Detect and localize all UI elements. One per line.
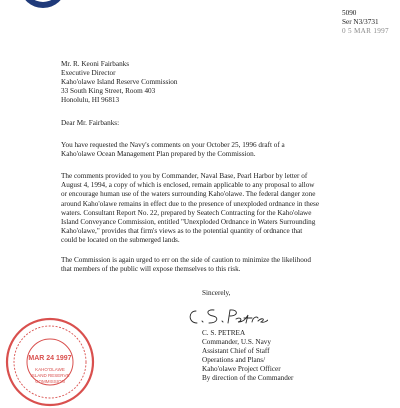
stamp-line3: COMMISSION xyxy=(35,379,65,384)
stamp-line1: KAHO'OLAWE xyxy=(35,367,65,372)
stamp-date: MAR 24 1997 xyxy=(28,355,72,362)
signer-title: Assistant Chief of Staff xyxy=(202,347,270,355)
letter-date: 0 5 MAR 1997 xyxy=(342,27,389,35)
file-code: 5090 xyxy=(342,9,357,17)
signer-authority: By direction of the Commander xyxy=(202,374,294,382)
closing: Sincerely, xyxy=(202,289,231,297)
paragraph-2: The comments provided to you by Commander, Naval Base, Pearl Harbor by letter of August 4, 1994, a copy of which is enclosed, remain applicable to any proposal to allow or encourage human use of the waters surrounding Kaho'olawe. The federal danger zone around Kaho'olawe remains in effect due to the presence of unexploded ordnance in these waters. Consultant Report No. 22, prepared by Seatech Contracting for the Kaho'olawe Island Conveyance Commission, entitled "Unexploded Ordnance in Waters Surrounding Kaho'olawe," provides that firm's views as to the potential quantity of ordnance that could be located on the submerged lands. xyxy=(61,172,320,245)
recipient-name: Mr. R. Keoni Fairbanks xyxy=(61,60,130,68)
signer-rank: Commander, U.S. Navy xyxy=(202,338,271,346)
paragraph-1: You have requested the Navy's comments on your October 25, 1996 draft of a Kaho'olawe Ocean Management Plan prepared by the Commission. xyxy=(61,141,285,159)
signer-role: Kaho'olawe Project Officer xyxy=(202,365,281,373)
paragraph-3: The Commission is again urged to err on the side of caution to minimize the likelihood that members of the public will expose themselves to this risk. xyxy=(61,256,311,274)
handwritten-signature xyxy=(186,305,268,327)
recipient-title: Executive Director xyxy=(61,69,116,77)
signer-name: C. S. PETREA xyxy=(202,329,246,337)
stamp-line2: ISLAND RESERVE xyxy=(30,373,70,378)
serial-number: Ser N3/3731 xyxy=(342,18,379,26)
navy-seal-icon xyxy=(20,0,66,10)
recipient-city: Honolulu, HI 96813 xyxy=(61,96,120,104)
received-stamp xyxy=(4,316,96,408)
salutation: Dear Mr. Fairbanks: xyxy=(61,119,120,127)
recipient-org: Kaho'olawe Island Reserve Commission xyxy=(61,78,178,86)
recipient-street: 33 South King Street, Room 403 xyxy=(61,87,156,95)
signer-dept: Operations and Plans/ xyxy=(202,356,266,364)
